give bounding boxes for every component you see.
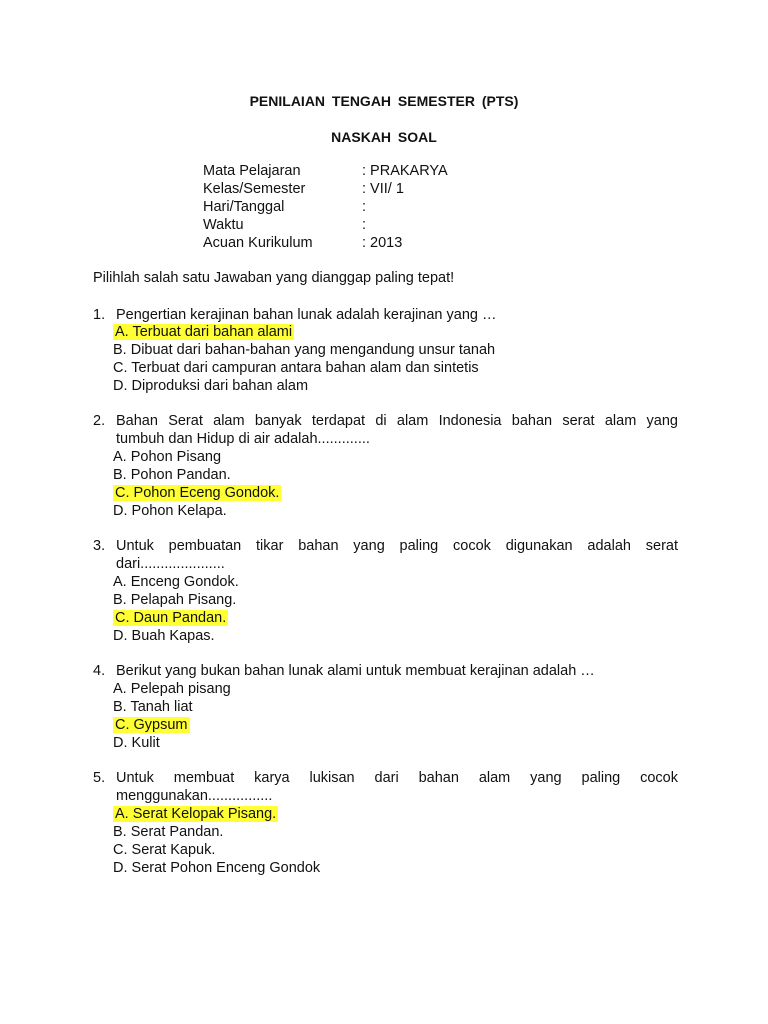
answer-option (113, 503, 227, 519)
instruction-text: Pilihlah salah satu Jawaban yang dianggap paling tepat! (93, 270, 455, 286)
answer-option (113, 592, 236, 608)
answer-option (113, 806, 278, 822)
answer-option (113, 860, 320, 876)
meta-value: : PRAKARYA (362, 163, 448, 179)
answer-option (113, 574, 239, 590)
option-label: B. Pohon Pandan. (113, 467, 231, 483)
meta-row (203, 235, 503, 253)
option-label: B. Tanah liat (113, 699, 193, 715)
option-label: A. Enceng Gondok. (113, 574, 239, 590)
question-continuation: menggunakan................ (116, 788, 273, 804)
question-text: Pengertian kerajinan bahan lunak adalah kerajinan yang … (116, 307, 497, 323)
answer-option (113, 842, 215, 858)
option-label: D. Diproduksi dari bahan alam (113, 378, 309, 394)
question-number: 5. (93, 770, 106, 786)
answer-option (113, 485, 281, 501)
question-number: 2. (93, 413, 106, 429)
meta-value: : (362, 217, 367, 233)
option-label: D. Pohon Kelapa. (113, 503, 227, 519)
option-label: B. Serat Pandan. (113, 824, 224, 840)
answer-option (113, 378, 308, 394)
meta-row (203, 199, 503, 217)
question-text: Untuk membuat karya lukisan dari bahan alam yang paling cocok (116, 770, 678, 786)
answer-option (113, 699, 193, 715)
meta-key: Kelas/Semester (203, 181, 306, 197)
highlighted-answer: C. Daun Pandan. (115, 610, 227, 626)
meta-value: : (362, 199, 367, 215)
answer-option (113, 681, 231, 697)
highlighted-answer: A. Terbuat dari bahan alami (115, 324, 293, 340)
answer-option (113, 735, 160, 751)
question-text: Bahan Serat alam banyak terdapat di alam Indonesia bahan serat alam yang (116, 413, 678, 429)
answer-option (113, 342, 495, 358)
exam-title: PENILAIAN TENGAH SEMESTER (PTS) (249, 93, 519, 109)
option-label: C. Terbuat dari campuran antara bahan alam dan sintetis (113, 360, 479, 376)
meta-key: Mata Pelajaran (203, 163, 301, 179)
exam-subtitle: NASKAH SOAL (331, 129, 437, 145)
option-label: D. Buah Kapas. (113, 628, 215, 644)
question-text: Untuk pembuatan tikar bahan yang paling cocok digunakan adalah serat (116, 538, 678, 554)
meta-row (203, 163, 503, 181)
answer-option (113, 628, 215, 644)
highlighted-answer: C. Pohon Eceng Gondok. (115, 485, 280, 501)
option-label: D. Serat Pohon Enceng Gondok (113, 860, 321, 876)
answer-option (113, 610, 228, 626)
meta-value: : 2013 (362, 235, 403, 251)
meta-key: Hari/Tanggal (203, 199, 285, 215)
option-label: B. Pelapah Pisang. (113, 592, 237, 608)
meta-row (203, 217, 503, 235)
answer-option (113, 324, 294, 340)
meta-key: Waktu (203, 217, 244, 233)
question-number: 3. (93, 538, 106, 554)
answer-option (113, 824, 223, 840)
question-text: Berikut yang bukan bahan lunak alami untuk membuat kerajinan adalah … (116, 663, 595, 679)
answer-option (113, 467, 231, 483)
highlighted-answer: C. Gypsum (115, 717, 188, 733)
option-label: B. Dibuat dari bahan-bahan yang mengandung unsur tanah (113, 342, 496, 358)
highlighted-answer: A. Serat Kelopak Pisang. (115, 806, 277, 822)
question-continuation: dari..................... (116, 556, 225, 572)
answer-option (113, 360, 479, 376)
meta-row (203, 181, 503, 199)
option-label: A. Pelepah pisang (113, 681, 231, 697)
question-number: 4. (93, 663, 106, 679)
question-continuation: tumbuh dan Hidup di air adalah............. (116, 431, 370, 447)
meta-value: : VII/ 1 (362, 181, 404, 197)
option-label: A. Pohon Pisang (113, 449, 222, 465)
answer-option (113, 717, 190, 733)
question-number: 1. (93, 307, 106, 323)
meta-key: Acuan Kurikulum (203, 235, 313, 251)
option-label: D. Kulit (113, 735, 160, 751)
answer-option (113, 449, 221, 465)
option-label: C. Serat Kapuk. (113, 842, 216, 858)
